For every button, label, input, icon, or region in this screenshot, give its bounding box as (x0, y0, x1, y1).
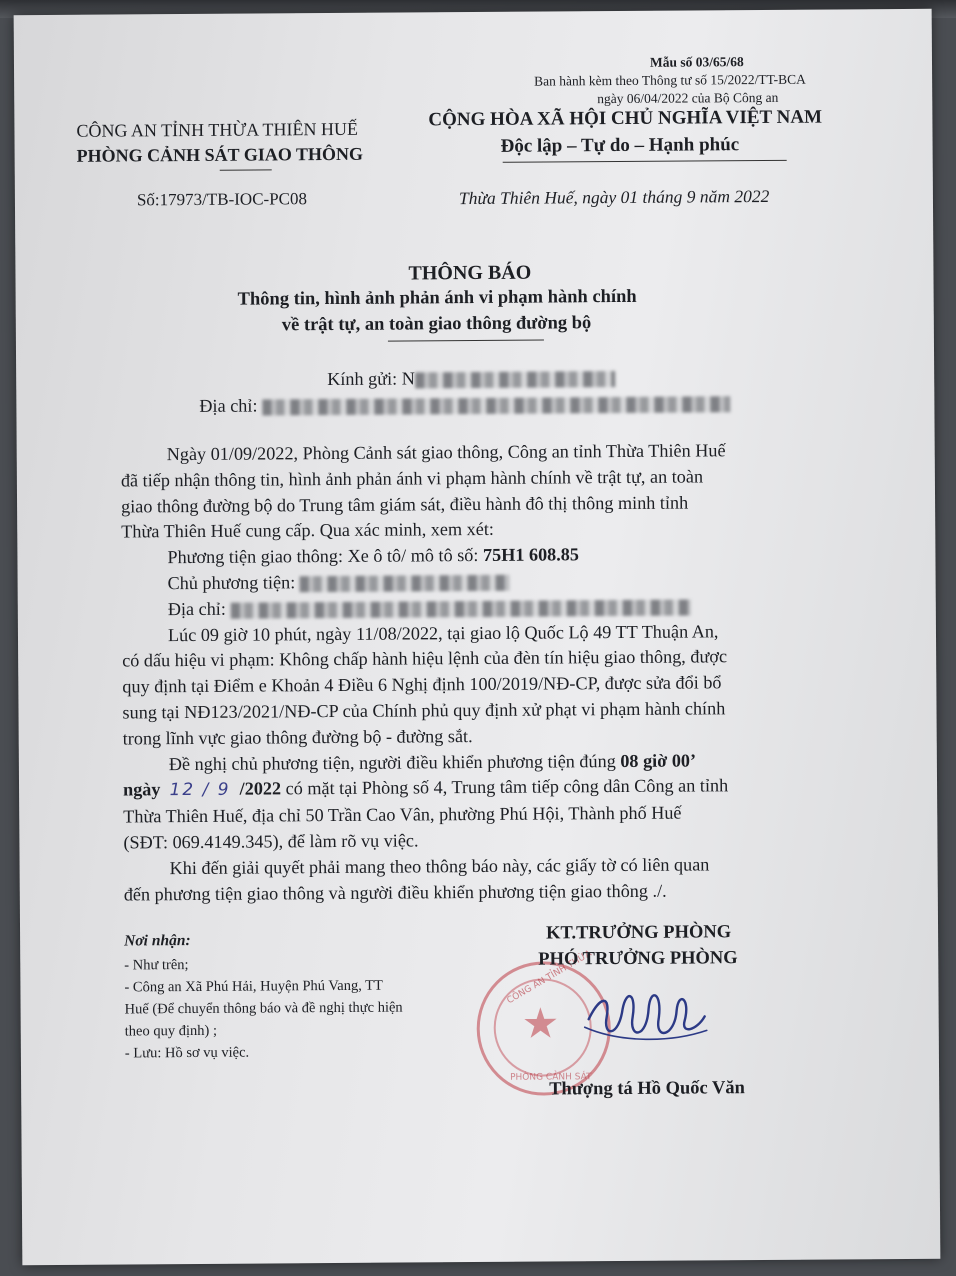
redacted-recipient-name (415, 371, 615, 388)
department-name: PHÒNG CẢNH SÁT GIAO THÔNG (76, 143, 364, 166)
violation-line: Lúc 09 giờ 10 phút, ngày 11/08/2022, tại giao lộ Quốc Lộ 49 TT Thuận An, (167, 620, 719, 645)
recipient-line (327, 367, 615, 390)
recipient-item: - Lưu: Hồ sơ vụ việc. (124, 1044, 250, 1062)
recipient-item: theo quy định) ; (124, 1022, 218, 1040)
intro-line: Thừa Thiên Huế cung cấp. Qua xác minh, xem xét: (121, 519, 494, 542)
nation-name: CỘNG HÒA XÃ HỘI CHỦ NGHĨA VIỆT NAM (428, 106, 823, 131)
form-issued-line1: Ban hành kèm theo Thông tư số 15/2022/TT-BCA (534, 71, 806, 89)
title-underline (388, 340, 544, 342)
violation-line: quy định tại Điểm e Khoản 4 Điều 6 Nghị định 100/2019/NĐ-CP, được sửa đổi bổ (122, 672, 722, 697)
document-title: THÔNG BÁO (408, 261, 532, 285)
document-number: Số:17973/TB-IOC-PC08 (136, 189, 308, 210)
redacted-owner-address (230, 599, 690, 618)
intro-line: đã tiếp nhận thông tin, hình ảnh phản ánh vi phạm hành chính về trật tự, an toàn (120, 466, 704, 491)
request-time: 08 giờ 00’ (620, 750, 697, 771)
request-line: Thừa Thiên Huế, địa chỉ 50 Trần Cao Vân, phường Phú Hội, Thành phố Huế (123, 802, 682, 827)
request-year: /2022 (239, 778, 282, 800)
request-day-label: ngày (122, 779, 161, 800)
signature-title-2: PHÓ TRƯỞNG PHÒNG (538, 948, 738, 970)
handwritten-date: 12 / 9 (169, 780, 231, 801)
document-subtitle-2: về trật tự, an toàn giao thông đường bộ (281, 313, 592, 336)
motto-underline (503, 160, 787, 163)
vehicle-plate: 75H1 608.85 (482, 544, 580, 566)
recipient-label: Kính gửi: (327, 368, 398, 390)
request-line: (SĐT: 069.4149.345), để làm rõ vụ việc. (123, 830, 419, 853)
redacted-owner-name (300, 575, 510, 592)
form-issued-line2: ngày 06/04/2022 của Bộ Công an (597, 89, 779, 107)
document-subtitle-1: Thông tin, hình ảnh phản ánh vi phạm hành chính (237, 286, 637, 310)
request-text: Đề nghị chủ phương tiện, người điều khiển phương tiện đúng (168, 750, 621, 774)
request-location: có mặt tại Phòng số 4, Trung tâm tiếp công dân Công an tỉnh (281, 775, 729, 799)
intro-line: Ngày 01/09/2022, Phòng Cảnh sát giao thông, Công an tỉnh Thừa Thiên Huế (166, 440, 726, 465)
recipient-visible-initial: N (401, 368, 415, 389)
recipient-address-line (199, 392, 730, 417)
intro-paragraph (121, 437, 876, 908)
owner-address-label: Địa chỉ: (167, 598, 226, 619)
national-motto: Độc lập – Tự do – Hạnh phúc (500, 134, 740, 157)
recipients-label: Nơi nhận: (124, 932, 191, 950)
signatory-name: Thượng tá Hồ Quốc Văn (549, 1078, 746, 1100)
recipient-item: - Công an Xã Phú Hải, Huyện Phú Vang, TT (124, 977, 383, 996)
recipient-item: Huế (Để chuyển thông báo và đề nghị thực hiện (124, 999, 403, 1018)
redacted-recipient-address (262, 396, 730, 415)
recipient-item: - Như trên; (124, 957, 189, 974)
intro-line: giao thông đường bộ do Trung tâm giám sát, điều hành đô thị thông minh tỉnh (121, 492, 689, 517)
closing-line: đến phương tiện giao thông và người điều khiển phương tiện giao thông ./. (123, 880, 667, 905)
violation-line: có dấu hiệu vi phạm: Không chấp hành hiệu lệnh của đèn tín hiệu giao thông, được (122, 646, 728, 671)
vehicle-label: Phương tiện giao thông: Xe ô tô/ mô tô số: (167, 545, 484, 568)
violation-line: sung tại NĐ123/2021/NĐ-CP của Chính phủ quy định xử phạt vi phạm hành chính (122, 698, 726, 723)
place-and-date: Thừa Thiên Huế, ngày 01 tháng 9 năm 2022 (458, 185, 770, 209)
violation-line: trong lĩnh vực giao thông đường bộ - đường sắt. (122, 725, 473, 749)
recipients-list (124, 953, 403, 1065)
document-page (14, 9, 941, 1265)
form-number: Mẫu số 03/65/68 (649, 54, 744, 70)
recipient-address-label: Địa chỉ: (199, 395, 258, 416)
owner-label: Chủ phương tiện: (167, 572, 296, 594)
seal-bottom-text: PHÒNG CẢNH SÁT (510, 1072, 592, 1083)
seal-text: CÔNG AN TỈNH THỪA (505, 948, 594, 1007)
closing-line: Khi đến giải quyết phải mang theo thông báo này, các giấy tờ có liên quan (169, 854, 710, 878)
handwritten-signature (580, 986, 710, 1057)
signature-title-1: KT.TRƯỞNG PHÒNG (546, 922, 732, 944)
seal-star-icon: ★ (521, 998, 560, 1048)
agency-name: CÔNG AN TỈNH THỪA THIÊN HUẾ (76, 118, 358, 141)
header-underline-left (220, 169, 272, 170)
